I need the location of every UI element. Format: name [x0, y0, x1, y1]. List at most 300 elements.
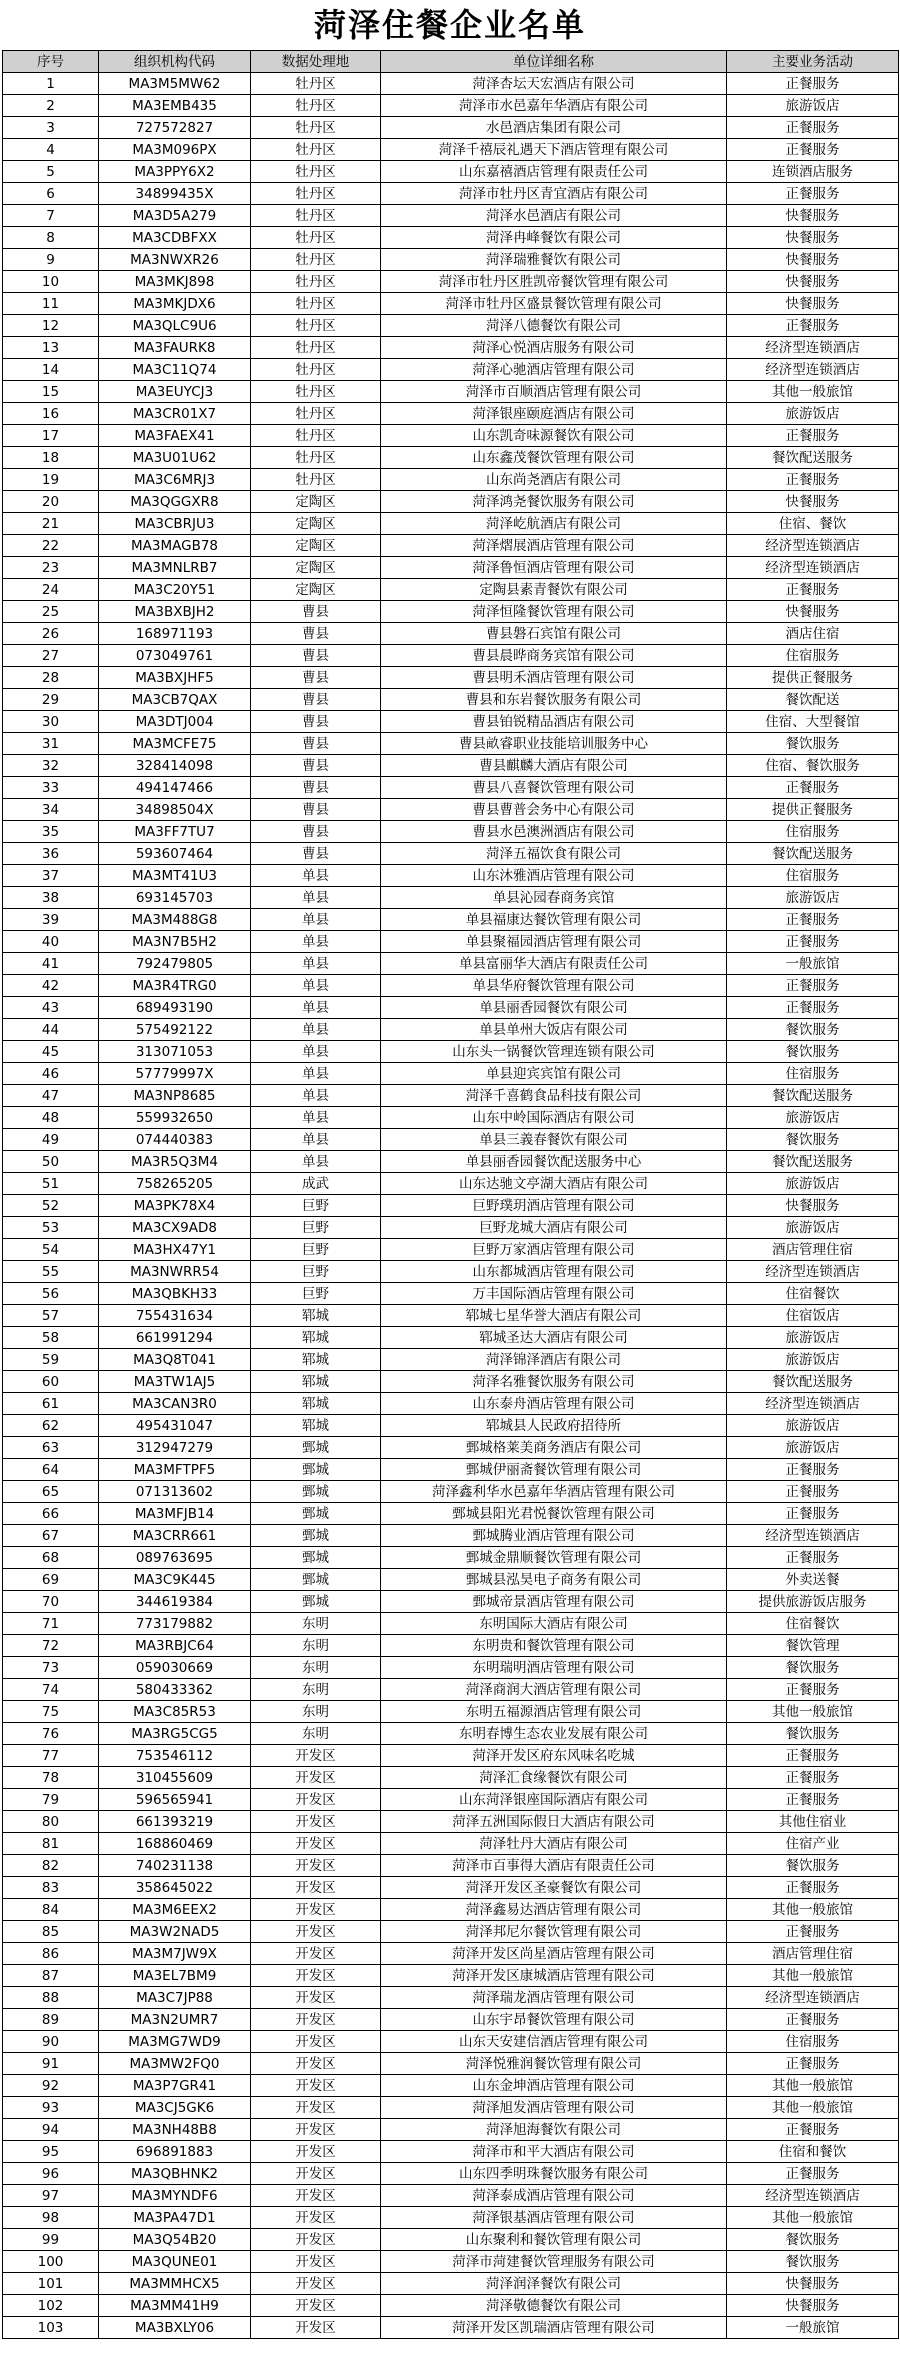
cell-district: 巨野	[251, 1283, 381, 1305]
cell-org-code: MA3CB7QAX	[99, 689, 251, 711]
table-row	[3, 1371, 899, 1393]
cell-company-name: 曹县晨晔商务宾馆有限公司	[381, 645, 727, 667]
cell-business-activity: 餐饮服务	[727, 1723, 899, 1745]
cell-index: 88	[3, 1987, 99, 2009]
cell-index: 93	[3, 2097, 99, 2119]
cell-index: 74	[3, 1679, 99, 1701]
table-row	[3, 975, 899, 997]
cell-index: 65	[3, 1481, 99, 1503]
cell-org-code: 693145703	[99, 887, 251, 909]
cell-index: 52	[3, 1195, 99, 1217]
table-row	[3, 491, 899, 513]
cell-district: 曹县	[251, 843, 381, 865]
cell-business-activity: 快餐服务	[727, 1195, 899, 1217]
cell-org-code: MA3PK78X4	[99, 1195, 251, 1217]
cell-district: 鄄城	[251, 1503, 381, 1525]
cell-index: 33	[3, 777, 99, 799]
cell-district: 东明	[251, 1613, 381, 1635]
cell-business-activity: 正餐服务	[727, 2053, 899, 2075]
cell-district: 单县	[251, 887, 381, 909]
cell-org-code: MA3C11Q74	[99, 359, 251, 381]
cell-district: 开发区	[251, 2317, 381, 2339]
cell-index: 30	[3, 711, 99, 733]
cell-business-activity: 快餐服务	[727, 227, 899, 249]
cell-district: 单县	[251, 975, 381, 997]
cell-business-activity: 其他一般旅馆	[727, 1965, 899, 1987]
cell-org-code: MA3MKJ898	[99, 271, 251, 293]
cell-business-activity: 餐饮配送	[727, 689, 899, 711]
cell-company-name: 定陶县素青餐饮有限公司	[381, 579, 727, 601]
cell-org-code: MA3R5Q3M4	[99, 1151, 251, 1173]
table-row	[3, 645, 899, 667]
cell-index: 90	[3, 2031, 99, 2053]
cell-org-code: 792479805	[99, 953, 251, 975]
table-row	[3, 2075, 899, 2097]
cell-business-activity: 旅游饭店	[727, 1327, 899, 1349]
cell-business-activity: 餐饮配送服务	[727, 1085, 899, 1107]
table-row	[3, 1745, 899, 1767]
cell-business-activity: 经济型连锁酒店	[727, 1525, 899, 1547]
cell-district: 曹县	[251, 755, 381, 777]
cell-org-code: 596565941	[99, 1789, 251, 1811]
cell-district: 开发区	[251, 1767, 381, 1789]
cell-org-code: MA3M096PX	[99, 139, 251, 161]
cell-org-code: 168860469	[99, 1833, 251, 1855]
cell-business-activity: 外卖送餐	[727, 1569, 899, 1591]
cell-business-activity: 其他一般旅馆	[727, 2075, 899, 2097]
cell-index: 6	[3, 183, 99, 205]
cell-index: 31	[3, 733, 99, 755]
cell-company-name: 菏泽旭海餐饮有限公司	[381, 2119, 727, 2141]
cell-district: 开发区	[251, 1987, 381, 2009]
cell-org-code: 661393219	[99, 1811, 251, 1833]
cell-company-name: 菏泽邦尼尔餐饮管理有限公司	[381, 1921, 727, 1943]
cell-index: 47	[3, 1085, 99, 1107]
cell-index: 85	[3, 1921, 99, 1943]
cell-index: 92	[3, 2075, 99, 2097]
table-row	[3, 535, 899, 557]
table-row	[3, 1613, 899, 1635]
cell-district: 东明	[251, 1701, 381, 1723]
cell-company-name: 菏泽锦泽酒店有限公司	[381, 1349, 727, 1371]
cell-index: 32	[3, 755, 99, 777]
cell-index: 75	[3, 1701, 99, 1723]
cell-index: 102	[3, 2295, 99, 2317]
cell-index: 82	[3, 1855, 99, 1877]
cell-district: 曹县	[251, 711, 381, 733]
cell-org-code: MA3HX47Y1	[99, 1239, 251, 1261]
cell-org-code: MA3FF7TU7	[99, 821, 251, 843]
table-row	[3, 2097, 899, 2119]
cell-org-code: MA3C85R53	[99, 1701, 251, 1723]
cell-company-name: 山东聚利和餐饮管理有限公司	[381, 2229, 727, 2251]
table-row	[3, 2273, 899, 2295]
cell-business-activity: 酒店管理住宿	[727, 1943, 899, 1965]
cell-org-code: 168971193	[99, 623, 251, 645]
cell-district: 开发区	[251, 2295, 381, 2317]
cell-business-activity: 正餐服务	[727, 1745, 899, 1767]
cell-company-name: 菏泽市牡丹区胜凯帝餐饮管理有限公司	[381, 271, 727, 293]
cell-index: 37	[3, 865, 99, 887]
cell-business-activity: 快餐服务	[727, 271, 899, 293]
cell-org-code: MA3MFTPF5	[99, 1459, 251, 1481]
cell-index: 94	[3, 2119, 99, 2141]
cell-company-name: 单县单州大饭店有限公司	[381, 1019, 727, 1041]
table-row	[3, 711, 899, 733]
header-org-code: 组织机构代码	[99, 51, 251, 73]
cell-org-code: MA3NH48B8	[99, 2119, 251, 2141]
cell-business-activity: 餐饮服务	[727, 2229, 899, 2251]
cell-index: 8	[3, 227, 99, 249]
cell-district: 开发区	[251, 1965, 381, 1987]
cell-district: 牡丹区	[251, 403, 381, 425]
cell-district: 曹县	[251, 667, 381, 689]
cell-district: 牡丹区	[251, 271, 381, 293]
cell-org-code: MA3RBJC64	[99, 1635, 251, 1657]
cell-company-name: 东明贵和餐饮管理有限公司	[381, 1635, 727, 1657]
cell-business-activity: 正餐服务	[727, 1481, 899, 1503]
cell-index: 23	[3, 557, 99, 579]
cell-org-code: MA3CBRJU3	[99, 513, 251, 535]
table-row	[3, 887, 899, 909]
table-row	[3, 1129, 899, 1151]
cell-org-code: MA3CRR661	[99, 1525, 251, 1547]
cell-company-name: 菏泽牡丹大酒店有限公司	[381, 1833, 727, 1855]
table-row	[3, 1327, 899, 1349]
cell-org-code: MA3R4TRG0	[99, 975, 251, 997]
cell-org-code: MA3NWRR54	[99, 1261, 251, 1283]
cell-org-code: MA3C6MRJ3	[99, 469, 251, 491]
cell-business-activity: 正餐服务	[727, 1921, 899, 1943]
cell-org-code: MA3C20Y51	[99, 579, 251, 601]
table-row	[3, 2053, 899, 2075]
cell-district: 巨野	[251, 1239, 381, 1261]
cell-company-name: 单县富丽华大酒店有限责任公司	[381, 953, 727, 975]
cell-org-code: MA3FAEX41	[99, 425, 251, 447]
cell-index: 17	[3, 425, 99, 447]
cell-index: 1	[3, 73, 99, 95]
cell-district: 郓城	[251, 1393, 381, 1415]
cell-org-code: MA3MM41H9	[99, 2295, 251, 2317]
cell-index: 86	[3, 1943, 99, 1965]
cell-index: 26	[3, 623, 99, 645]
cell-company-name: 单县福康达餐饮管理有限公司	[381, 909, 727, 931]
cell-index: 51	[3, 1173, 99, 1195]
cell-business-activity: 一般旅馆	[727, 2317, 899, 2339]
cell-index: 42	[3, 975, 99, 997]
cell-org-code: MA3U01U62	[99, 447, 251, 469]
cell-index: 61	[3, 1393, 99, 1415]
cell-company-name: 菏泽开发区凯瑞酒店管理有限公司	[381, 2317, 727, 2339]
cell-district: 鄄城	[251, 1591, 381, 1613]
cell-index: 89	[3, 2009, 99, 2031]
cell-district: 开发区	[251, 1899, 381, 1921]
cell-org-code: MA3CR01X7	[99, 403, 251, 425]
cell-index: 99	[3, 2229, 99, 2251]
cell-business-activity: 住宿服务	[727, 865, 899, 887]
cell-org-code: 073049761	[99, 645, 251, 667]
cell-business-activity: 正餐服务	[727, 1679, 899, 1701]
cell-org-code: 344619384	[99, 1591, 251, 1613]
cell-index: 62	[3, 1415, 99, 1437]
cell-company-name: 菏泽泰成酒店管理有限公司	[381, 2185, 727, 2207]
cell-business-activity: 旅游饭店	[727, 403, 899, 425]
cell-business-activity: 连锁酒店服务	[727, 161, 899, 183]
cell-company-name: 菏泽市水邑嘉年华酒店有限公司	[381, 95, 727, 117]
cell-index: 77	[3, 1745, 99, 1767]
table-row	[3, 293, 899, 315]
cell-district: 牡丹区	[251, 205, 381, 227]
cell-index: 50	[3, 1151, 99, 1173]
cell-business-activity: 其他一般旅馆	[727, 2097, 899, 2119]
cell-district: 开发区	[251, 1745, 381, 1767]
cell-district: 牡丹区	[251, 293, 381, 315]
cell-district: 巨野	[251, 1217, 381, 1239]
cell-org-code: 575492122	[99, 1019, 251, 1041]
cell-district: 开发区	[251, 2251, 381, 2273]
table-row	[3, 337, 899, 359]
cell-business-activity: 旅游饭店	[727, 1415, 899, 1437]
cell-business-activity: 正餐服务	[727, 2163, 899, 2185]
cell-index: 96	[3, 2163, 99, 2185]
cell-district: 成武	[251, 1173, 381, 1195]
cell-index: 64	[3, 1459, 99, 1481]
table-row	[3, 1701, 899, 1723]
table-row	[3, 1063, 899, 1085]
cell-index: 16	[3, 403, 99, 425]
cell-index: 59	[3, 1349, 99, 1371]
table-row	[3, 1195, 899, 1217]
cell-company-name: 曹县八喜餐饮管理有限公司	[381, 777, 727, 799]
cell-org-code: MA3FAURK8	[99, 337, 251, 359]
cell-index: 67	[3, 1525, 99, 1547]
table-row	[3, 1393, 899, 1415]
cell-business-activity: 旅游饭店	[727, 1173, 899, 1195]
cell-district: 定陶区	[251, 535, 381, 557]
cell-index: 25	[3, 601, 99, 623]
table-row	[3, 1107, 899, 1129]
cell-district: 单县	[251, 1085, 381, 1107]
cell-district: 牡丹区	[251, 425, 381, 447]
cell-business-activity: 餐饮管理	[727, 1635, 899, 1657]
cell-company-name: 曹县明禾酒店管理有限公司	[381, 667, 727, 689]
cell-district: 开发区	[251, 2229, 381, 2251]
cell-business-activity: 餐饮服务	[727, 1657, 899, 1679]
cell-business-activity: 经济型连锁酒店	[727, 1261, 899, 1283]
cell-company-name: 菏泽冉峰餐饮有限公司	[381, 227, 727, 249]
table-row	[3, 1437, 899, 1459]
table-row	[3, 469, 899, 491]
cell-index: 98	[3, 2207, 99, 2229]
cell-org-code: MA3QUNE01	[99, 2251, 251, 2273]
cell-business-activity: 正餐服务	[727, 579, 899, 601]
cell-district: 牡丹区	[251, 249, 381, 271]
table-row	[3, 1965, 899, 1987]
cell-company-name: 郓城圣达大酒店有限公司	[381, 1327, 727, 1349]
table-row	[3, 1019, 899, 1041]
cell-district: 东明	[251, 1635, 381, 1657]
table-row	[3, 1591, 899, 1613]
cell-district: 牡丹区	[251, 117, 381, 139]
cell-org-code: MA3BXLY06	[99, 2317, 251, 2339]
cell-org-code: 358645022	[99, 1877, 251, 1899]
table-row	[3, 1789, 899, 1811]
table-row	[3, 1415, 899, 1437]
table-row	[3, 601, 899, 623]
table-body	[3, 73, 899, 2339]
cell-index: 29	[3, 689, 99, 711]
cell-org-code: 57779997X	[99, 1063, 251, 1085]
cell-company-name: 单县华府餐饮管理有限公司	[381, 975, 727, 997]
cell-business-activity: 其他一般旅馆	[727, 2207, 899, 2229]
cell-index: 76	[3, 1723, 99, 1745]
table-row	[3, 1305, 899, 1327]
table-row	[3, 1547, 899, 1569]
cell-district: 单县	[251, 865, 381, 887]
cell-district: 鄄城	[251, 1547, 381, 1569]
cell-business-activity: 餐饮配送服务	[727, 1151, 899, 1173]
cell-district: 开发区	[251, 1811, 381, 1833]
cell-index: 48	[3, 1107, 99, 1129]
cell-org-code: 740231138	[99, 1855, 251, 1877]
cell-business-activity: 快餐服务	[727, 491, 899, 513]
cell-company-name: 郓城七星华誉大酒店有限公司	[381, 1305, 727, 1327]
cell-company-name: 曹县畝睿职业技能培训服务中心	[381, 733, 727, 755]
table-row	[3, 1569, 899, 1591]
cell-business-activity: 提供正餐服务	[727, 799, 899, 821]
cell-company-name: 菏泽鑫利华水邑嘉年华酒店管理有限公司	[381, 1481, 727, 1503]
table-row	[3, 1811, 899, 1833]
cell-index: 13	[3, 337, 99, 359]
cell-district: 郓城	[251, 1327, 381, 1349]
cell-business-activity: 正餐服务	[727, 425, 899, 447]
cell-org-code: 758265205	[99, 1173, 251, 1195]
cell-index: 103	[3, 2317, 99, 2339]
cell-company-name: 菏泽开发区圣豪餐饮有限公司	[381, 1877, 727, 1899]
cell-org-code: MA3PA47D1	[99, 2207, 251, 2229]
cell-index: 97	[3, 2185, 99, 2207]
cell-business-activity: 酒店管理住宿	[727, 1239, 899, 1261]
cell-company-name: 万丰国际酒店管理有限公司	[381, 1283, 727, 1305]
cell-company-name: 菏泽杏坛天宏酒店有限公司	[381, 73, 727, 95]
cell-company-name: 东明五福源酒店管理有限公司	[381, 1701, 727, 1723]
cell-company-name: 菏泽瑞龙酒店管理有限公司	[381, 1987, 727, 2009]
table-row	[3, 2009, 899, 2031]
cell-company-name: 单县三義春餐饮有限公司	[381, 1129, 727, 1151]
cell-org-code: MA3BXBJH2	[99, 601, 251, 623]
cell-org-code: MA3EMB435	[99, 95, 251, 117]
cell-org-code: MA3RG5CG5	[99, 1723, 251, 1745]
cell-business-activity: 住宿餐饮	[727, 1283, 899, 1305]
cell-district: 牡丹区	[251, 183, 381, 205]
cell-business-activity: 旅游饭店	[727, 1437, 899, 1459]
cell-index: 60	[3, 1371, 99, 1393]
cell-business-activity: 正餐服务	[727, 1767, 899, 1789]
table-row	[3, 1173, 899, 1195]
cell-index: 22	[3, 535, 99, 557]
cell-org-code: MA3MT41U3	[99, 865, 251, 887]
header-business-activity: 主要业务活动	[727, 51, 899, 73]
cell-business-activity: 旅游饭店	[727, 1217, 899, 1239]
cell-business-activity: 餐饮服务	[727, 1855, 899, 1877]
cell-business-activity: 旅游饭店	[727, 95, 899, 117]
cell-business-activity: 正餐服务	[727, 1877, 899, 1899]
cell-company-name: 菏泽市牡丹区盛景餐饮管理有限公司	[381, 293, 727, 315]
cell-index: 21	[3, 513, 99, 535]
cell-index: 10	[3, 271, 99, 293]
cell-org-code: MA3N7B5H2	[99, 931, 251, 953]
cell-company-name: 菏泽市百顺酒店管理有限公司	[381, 381, 727, 403]
cell-company-name: 单县聚福园酒店管理有限公司	[381, 931, 727, 953]
cell-index: 63	[3, 1437, 99, 1459]
cell-company-name: 菏泽瑞雅餐饮有限公司	[381, 249, 727, 271]
cell-company-name: 菏泽商润大酒店管理有限公司	[381, 1679, 727, 1701]
cell-company-name: 鄄城县阳光君悦餐饮管理有限公司	[381, 1503, 727, 1525]
cell-company-name: 菏泽名雅餐饮服务有限公司	[381, 1371, 727, 1393]
table-row	[3, 359, 899, 381]
cell-company-name: 山东鑫茂餐饮管理有限公司	[381, 447, 727, 469]
table-row	[3, 2229, 899, 2251]
cell-index: 11	[3, 293, 99, 315]
table-row	[3, 1767, 899, 1789]
cell-index: 53	[3, 1217, 99, 1239]
table-row	[3, 1459, 899, 1481]
cell-business-activity: 经济型连锁酒店	[727, 557, 899, 579]
cell-district: 曹县	[251, 799, 381, 821]
table-row	[3, 997, 899, 1019]
cell-district: 开发区	[251, 2185, 381, 2207]
cell-business-activity: 其他一般旅馆	[727, 1701, 899, 1723]
table-row	[3, 1503, 899, 1525]
cell-org-code: 071313602	[99, 1481, 251, 1503]
cell-business-activity: 旅游饭店	[727, 887, 899, 909]
cell-company-name: 菏泽悦雅润餐饮管理有限公司	[381, 2053, 727, 2075]
cell-district: 曹县	[251, 821, 381, 843]
table-row	[3, 689, 899, 711]
cell-org-code: 074440383	[99, 1129, 251, 1151]
cell-district: 鄄城	[251, 1459, 381, 1481]
cell-org-code: 494147466	[99, 777, 251, 799]
cell-business-activity: 快餐服务	[727, 601, 899, 623]
cell-company-name: 山东天安建信酒店管理有限公司	[381, 2031, 727, 2053]
table-row	[3, 1525, 899, 1547]
cell-company-name: 菏泽鸿尧餐饮服务有限公司	[381, 491, 727, 513]
cell-index: 55	[3, 1261, 99, 1283]
cell-district: 开发区	[251, 2273, 381, 2295]
cell-index: 79	[3, 1789, 99, 1811]
cell-company-name: 菏泽市和平大酒店有限公司	[381, 2141, 727, 2163]
cell-company-name: 单县丽香园餐饮配送服务中心	[381, 1151, 727, 1173]
cell-business-activity: 住宿饭店	[727, 1305, 899, 1327]
cell-company-name: 单县丽香园餐饮有限公司	[381, 997, 727, 1019]
cell-index: 83	[3, 1877, 99, 1899]
cell-org-code: MA3M7JW9X	[99, 1943, 251, 1965]
cell-company-name: 菏泽屹航酒店有限公司	[381, 513, 727, 535]
table-row	[3, 139, 899, 161]
cell-business-activity: 正餐服务	[727, 1547, 899, 1569]
cell-org-code: MA3Q54B20	[99, 2229, 251, 2251]
table-row	[3, 1283, 899, 1305]
cell-company-name: 山东四季明珠餐饮服务有限公司	[381, 2163, 727, 2185]
cell-company-name: 山东嘉禧酒店管理有限责任公司	[381, 161, 727, 183]
cell-company-name: 菏泽润泽餐饮有限公司	[381, 2273, 727, 2295]
table-row	[3, 865, 899, 887]
cell-org-code: 689493190	[99, 997, 251, 1019]
cell-business-activity: 快餐服务	[727, 2273, 899, 2295]
cell-index: 68	[3, 1547, 99, 1569]
cell-district: 单县	[251, 1151, 381, 1173]
cell-org-code: MA3DTJ004	[99, 711, 251, 733]
